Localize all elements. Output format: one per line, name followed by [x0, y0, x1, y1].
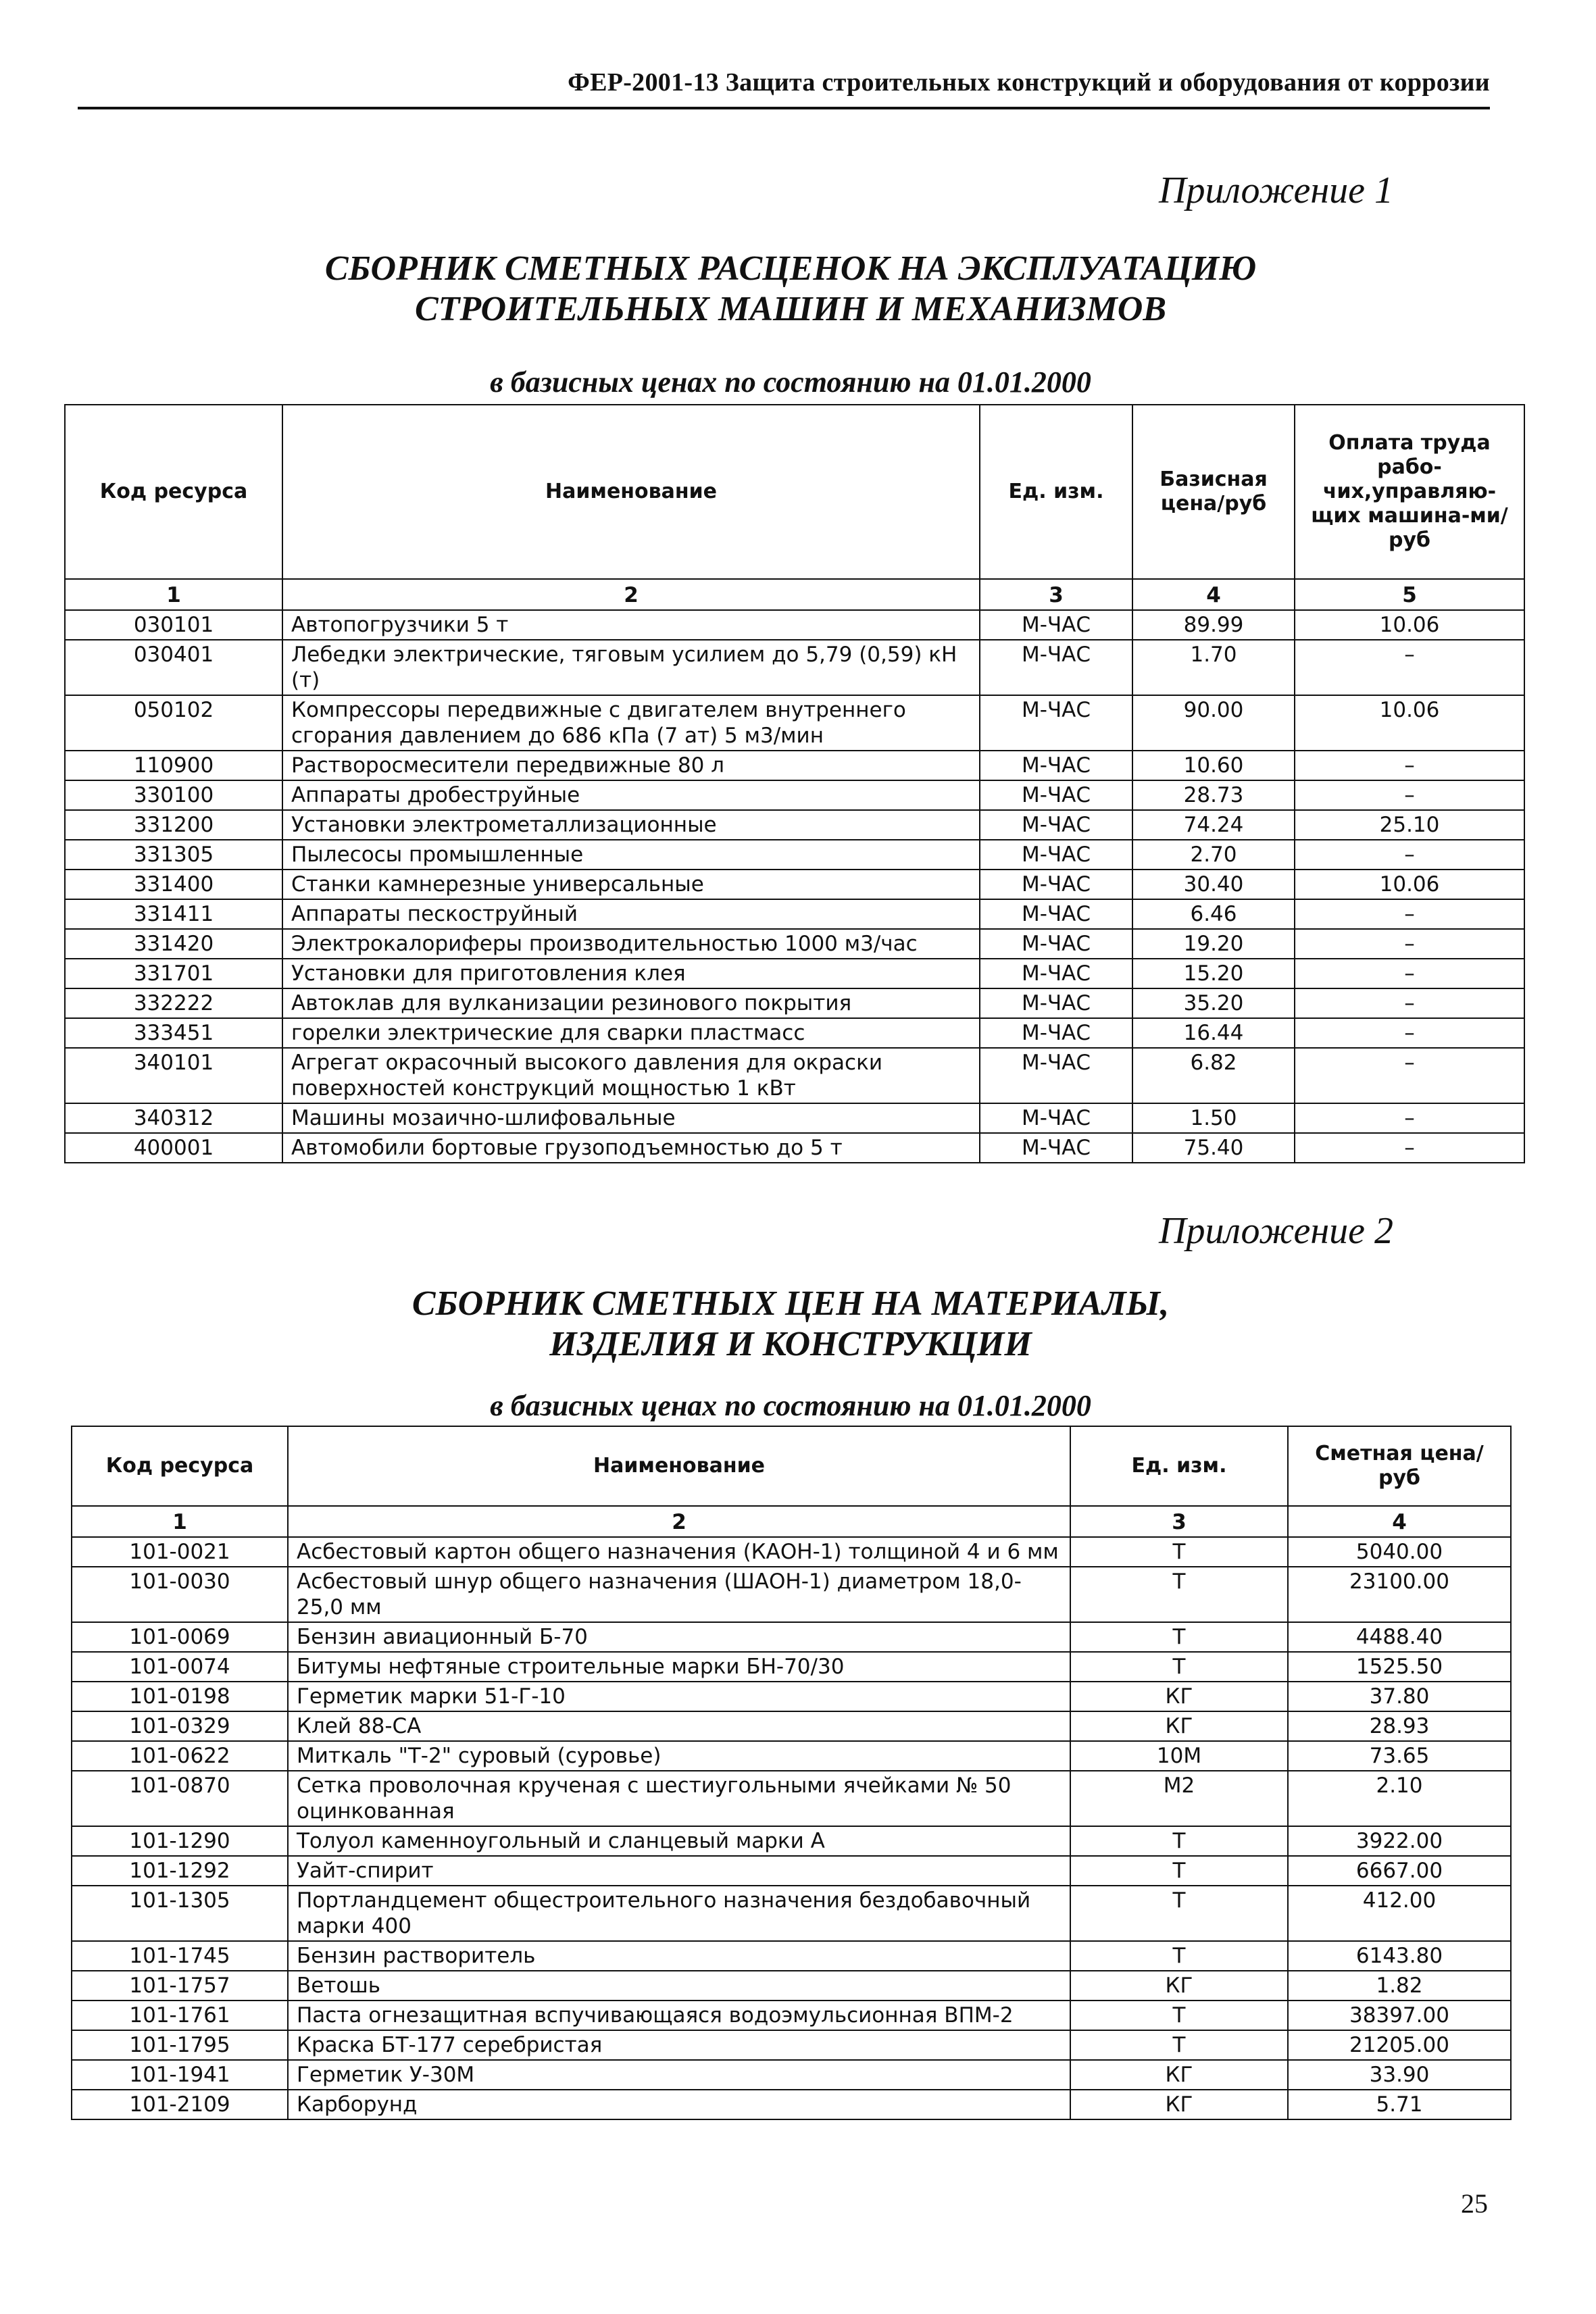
- appendix2-title-line2: ИЗДЕЛИЯ И КОНСТРУКЦИИ: [549, 1325, 1032, 1363]
- table-row: [72, 2030, 1511, 2060]
- estimate-price: 4488.40: [1288, 1622, 1511, 1652]
- estimate-price: 23100.00: [1288, 1567, 1511, 1622]
- resource-unit: КГ: [1070, 2090, 1288, 2119]
- resource-code: 101-0198: [72, 1682, 288, 1711]
- resource-unit: Т: [1070, 1856, 1288, 1886]
- resource-code: 101-0622: [72, 1741, 288, 1771]
- labor-cost: –: [1295, 988, 1524, 1018]
- resource-unit: М-ЧАС: [980, 810, 1132, 840]
- appendix2-label: Приложение 2: [1159, 1210, 1393, 1252]
- resource-code: 331305: [65, 840, 282, 870]
- resource-name: Толуол каменноугольный и сланцевый марки А: [288, 1826, 1070, 1856]
- resource-name: Лебедки электрические, тяговым усилием до 5,79 (0,59) кН (т): [282, 640, 980, 695]
- resource-code: 101-0329: [72, 1711, 288, 1741]
- resource-unit: Т: [1070, 1941, 1288, 1971]
- resource-unit: М-ЧАС: [980, 1133, 1132, 1163]
- resource-name: Бензин растворитель: [288, 1941, 1070, 1971]
- estimate-price: 5.71: [1288, 2090, 1511, 2119]
- labor-cost: –: [1295, 640, 1524, 695]
- table-row: [65, 988, 1524, 1018]
- base-price: 19.20: [1132, 929, 1295, 959]
- resource-unit: М-ЧАС: [980, 1018, 1132, 1048]
- resource-code: 331411: [65, 899, 282, 929]
- resource-name: Клей 88-СА: [288, 1711, 1070, 1741]
- estimate-price: 2.10: [1288, 1771, 1511, 1826]
- labor-cost: –: [1295, 1103, 1524, 1133]
- estimate-price: 21205.00: [1288, 2030, 1511, 2060]
- estimate-price: 1525.50: [1288, 1652, 1511, 1682]
- table-row: [65, 780, 1524, 810]
- table-row: [72, 1886, 1511, 1941]
- resource-name: Карборунд: [288, 2090, 1070, 2119]
- base-price: 10.60: [1132, 751, 1295, 780]
- resource-code: 340312: [65, 1103, 282, 1133]
- resource-unit: КГ: [1070, 1682, 1288, 1711]
- base-price: 15.20: [1132, 959, 1295, 988]
- resource-unit: М-ЧАС: [980, 929, 1132, 959]
- labor-cost: 10.06: [1295, 610, 1524, 640]
- resource-code: 030401: [65, 640, 282, 695]
- resource-unit: М-ЧАС: [980, 959, 1132, 988]
- table-row: [72, 1682, 1511, 1711]
- table-row: [65, 1048, 1524, 1103]
- resource-name: Асбестовый картон общего назначения (КАОН-1) толщиной 4 и 6 мм: [288, 1537, 1070, 1567]
- appendix2-prices-as-of: в базисных ценах по состоянию на 01.01.2000: [490, 1389, 1091, 1422]
- col-header-code: Код ресурса: [72, 1426, 288, 1506]
- estimate-price: 3922.00: [1288, 1826, 1511, 1856]
- labor-cost: –: [1295, 840, 1524, 870]
- resource-unit: М-ЧАС: [980, 899, 1132, 929]
- resource-code: 101-0870: [72, 1771, 288, 1826]
- resource-unit: М-ЧАС: [980, 610, 1132, 640]
- col-header-code: Код ресурса: [65, 405, 282, 579]
- resource-code: 340101: [65, 1048, 282, 1103]
- resource-code: 101-1305: [72, 1886, 288, 1941]
- appendix1-title-line1: СБОРНИК СМЕТНЫХ РАСЦЕНОК НА ЭКСПЛУАТАЦИЮ: [324, 249, 1257, 288]
- machines-table: [64, 404, 1525, 1163]
- column-number-row: [65, 579, 1524, 610]
- table-row: [72, 1826, 1511, 1856]
- resource-name: Установки для приготовления клея: [282, 959, 980, 988]
- table-row: [65, 840, 1524, 870]
- resource-unit: М-ЧАС: [980, 751, 1132, 780]
- resource-name: Электрокалориферы производительностью 1000 м3/час: [282, 929, 980, 959]
- resource-code: 110900: [65, 751, 282, 780]
- base-price: 2.70: [1132, 840, 1295, 870]
- resource-unit: КГ: [1070, 1971, 1288, 2001]
- base-price: 89.99: [1132, 610, 1295, 640]
- resource-code: 101-0030: [72, 1567, 288, 1622]
- labor-cost: –: [1295, 929, 1524, 959]
- resource-code: 101-2109: [72, 2090, 288, 2119]
- resource-name: Паста огнезащитная вспучивающаяся водоэмульсионная ВПМ-2: [288, 2001, 1070, 2030]
- table-row: [72, 2001, 1511, 2030]
- column-number: 1: [65, 579, 282, 610]
- resource-code: 101-1761: [72, 2001, 288, 2030]
- resource-code: 101-0021: [72, 1537, 288, 1567]
- resource-code: 331701: [65, 959, 282, 988]
- table-row: [65, 1103, 1524, 1133]
- estimate-price: 5040.00: [1288, 1537, 1511, 1567]
- resource-name: Растворосмесители передвижные 80 л: [282, 751, 980, 780]
- base-price: 6.82: [1132, 1048, 1295, 1103]
- resource-code: 331400: [65, 870, 282, 899]
- column-number: 4: [1132, 579, 1295, 610]
- labor-cost: 10.06: [1295, 870, 1524, 899]
- appendix2-title: [176, 1284, 1405, 1365]
- resource-name: Установки электрометаллизационные: [282, 810, 980, 840]
- estimate-price: 37.80: [1288, 1682, 1511, 1711]
- resource-name: Станки камнерезные универсальные: [282, 870, 980, 899]
- appendix1-prices-as-of: в базисных ценах по состоянию на 01.01.2000: [490, 366, 1091, 399]
- col-header-unit: Ед. изм.: [980, 405, 1132, 579]
- table-row: [65, 751, 1524, 780]
- materials-table: [71, 1426, 1512, 2120]
- column-number: 3: [980, 579, 1132, 610]
- estimate-price: 73.65: [1288, 1741, 1511, 1771]
- table-row: [72, 1741, 1511, 1771]
- table-row: [72, 1537, 1511, 1567]
- base-price: 28.73: [1132, 780, 1295, 810]
- resource-unit: Т: [1070, 2030, 1288, 2060]
- table-row: [72, 1622, 1511, 1652]
- labor-cost: 25.10: [1295, 810, 1524, 840]
- table-row: [65, 610, 1524, 640]
- resource-name: Машины мозаично-шлифовальные: [282, 1103, 980, 1133]
- resource-unit: М-ЧАС: [980, 640, 1132, 695]
- materials-table-header: [72, 1426, 1511, 1506]
- table-row: [65, 695, 1524, 751]
- estimate-price: 6667.00: [1288, 1856, 1511, 1886]
- running-header: ФЕР-2001-13 Защита строительных конструкций и оборудования от коррозии: [568, 68, 1490, 97]
- resource-name: Миткаль "Т-2" суровый (суровье): [288, 1741, 1070, 1771]
- resource-code: 030101: [65, 610, 282, 640]
- table-row: [72, 1971, 1511, 2001]
- resource-unit: М2: [1070, 1771, 1288, 1826]
- header-rule: [78, 107, 1490, 109]
- col-header-name: Наименование: [282, 405, 980, 579]
- table-row: [72, 1711, 1511, 1741]
- resource-code: 101-1941: [72, 2060, 288, 2090]
- resource-name: Уайт-спирит: [288, 1856, 1070, 1886]
- resource-name: Сетка проволочная крученая с шестиугольными ячейками № 50 оцинкованная: [288, 1771, 1070, 1826]
- resource-unit: Т: [1070, 1622, 1288, 1652]
- resource-name: горелки электрические для сварки пластмасс: [282, 1018, 980, 1048]
- table-row: [72, 1567, 1511, 1622]
- table-row: [72, 2090, 1511, 2119]
- column-number: 3: [1070, 1506, 1288, 1537]
- estimate-price: 412.00: [1288, 1886, 1511, 1941]
- resource-code: 330100: [65, 780, 282, 810]
- resource-name: Ветошь: [288, 1971, 1070, 2001]
- resource-name: Краска БТ-177 серебристая: [288, 2030, 1070, 2060]
- resource-name: Автомобили бортовые грузоподъемностью до 5 т: [282, 1133, 980, 1163]
- appendix1-title-line2: СТРОИТЕЛЬНЫХ МАШИН И МЕХАНИЗМОВ: [414, 290, 1167, 328]
- estimate-price: 28.93: [1288, 1711, 1511, 1741]
- estimate-price: 1.82: [1288, 1971, 1511, 2001]
- resource-unit: Т: [1070, 1567, 1288, 1622]
- labor-cost: –: [1295, 780, 1524, 810]
- base-price: 30.40: [1132, 870, 1295, 899]
- resource-code: 101-0069: [72, 1622, 288, 1652]
- machines-table-header: [65, 405, 1524, 579]
- labor-cost: –: [1295, 1018, 1524, 1048]
- resource-unit: М-ЧАС: [980, 840, 1132, 870]
- table-row: [72, 1771, 1511, 1826]
- column-number: 2: [288, 1506, 1070, 1537]
- base-price: 90.00: [1132, 695, 1295, 751]
- appendix2-title-line1: СБОРНИК СМЕТНЫХ ЦЕН НА МАТЕРИАЛЫ,: [412, 1284, 1170, 1323]
- resource-code: 101-1757: [72, 1971, 288, 2001]
- resource-name: Аппараты пескоструйный: [282, 899, 980, 929]
- table-row: [65, 810, 1524, 840]
- resource-code: 101-0074: [72, 1652, 288, 1682]
- resource-unit: М-ЧАС: [980, 780, 1132, 810]
- labor-cost: –: [1295, 899, 1524, 929]
- page-number: 25: [1461, 2188, 1488, 2219]
- labor-cost: 10.06: [1295, 695, 1524, 751]
- labor-cost: –: [1295, 1048, 1524, 1103]
- resource-code: 331200: [65, 810, 282, 840]
- table-row: [72, 1941, 1511, 1971]
- table-row: [65, 1018, 1524, 1048]
- resource-unit: М-ЧАС: [980, 1103, 1132, 1133]
- resource-unit: М-ЧАС: [980, 695, 1132, 751]
- table-row: [72, 2060, 1511, 2090]
- base-price: 16.44: [1132, 1018, 1295, 1048]
- base-price: 75.40: [1132, 1133, 1295, 1163]
- resource-code: 101-1292: [72, 1856, 288, 1886]
- resource-code: 101-1745: [72, 1941, 288, 1971]
- resource-unit: М-ЧАС: [980, 1048, 1132, 1103]
- appendix1-label: Приложение 1: [1159, 170, 1393, 211]
- appendix1-title: [176, 249, 1405, 330]
- resource-unit: КГ: [1070, 2060, 1288, 2090]
- col-header-name: Наименование: [288, 1426, 1070, 1506]
- column-number: 1: [72, 1506, 288, 1537]
- table-row: [65, 959, 1524, 988]
- resource-name: Аппараты дробеструйные: [282, 780, 980, 810]
- resource-unit: Т: [1070, 1652, 1288, 1682]
- base-price: 1.70: [1132, 640, 1295, 695]
- resource-name: Портландцемент общестроительного назначения бездобавочный марки 400: [288, 1886, 1070, 1941]
- column-number: 2: [282, 579, 980, 610]
- resource-code: 101-1290: [72, 1826, 288, 1856]
- table-row: [65, 899, 1524, 929]
- resource-code: 332222: [65, 988, 282, 1018]
- resource-name: Битумы нефтяные строительные марки БН-70/30: [288, 1652, 1070, 1682]
- estimate-price: 6143.80: [1288, 1941, 1511, 1971]
- col-header-price: Сметная цена/руб: [1288, 1426, 1511, 1506]
- resource-unit: Т: [1070, 2001, 1288, 2030]
- resource-code: 331420: [65, 929, 282, 959]
- column-number-row: [72, 1506, 1511, 1537]
- base-price: 1.50: [1132, 1103, 1295, 1133]
- estimate-price: 33.90: [1288, 2060, 1511, 2090]
- resource-name: Асбестовый шнур общего назначения (ШАОН-1) диаметром 18,0-25,0 мм: [288, 1567, 1070, 1622]
- resource-unit: Т: [1070, 1537, 1288, 1567]
- resource-name: Герметик марки 51-Г-10: [288, 1682, 1070, 1711]
- col-header-labor: Оплата труда рабо-чих,управляю-щих машина-ми/руб: [1295, 405, 1524, 579]
- base-price: 35.20: [1132, 988, 1295, 1018]
- resource-name: Герметик У-30М: [288, 2060, 1070, 2090]
- table-row: [65, 929, 1524, 959]
- resource-name: Автоклав для вулканизации резинового покрытия: [282, 988, 980, 1018]
- table-row: [65, 1133, 1524, 1163]
- labor-cost: –: [1295, 959, 1524, 988]
- estimate-price: 38397.00: [1288, 2001, 1511, 2030]
- labor-cost: –: [1295, 1133, 1524, 1163]
- resource-name: Бензин авиационный Б-70: [288, 1622, 1070, 1652]
- column-number: 5: [1295, 579, 1524, 610]
- resource-unit: М-ЧАС: [980, 870, 1132, 899]
- table-row: [65, 640, 1524, 695]
- table-row: [72, 1856, 1511, 1886]
- resource-code: 333451: [65, 1018, 282, 1048]
- resource-name: Агрегат окрасочный высокого давления для окраски поверхностей конструкций мощностью 1 кВт: [282, 1048, 980, 1103]
- table-row: [72, 1652, 1511, 1682]
- resource-unit: М-ЧАС: [980, 988, 1132, 1018]
- table-row: [65, 870, 1524, 899]
- base-price: 74.24: [1132, 810, 1295, 840]
- column-number: 4: [1288, 1506, 1511, 1537]
- resource-unit: КГ: [1070, 1711, 1288, 1741]
- base-price: 6.46: [1132, 899, 1295, 929]
- resource-code: 400001: [65, 1133, 282, 1163]
- col-header-price: Базисная цена/руб: [1132, 405, 1295, 579]
- resource-unit: 10М: [1070, 1741, 1288, 1771]
- resource-code: 050102: [65, 695, 282, 751]
- col-header-unit: Ед. изм.: [1070, 1426, 1288, 1506]
- resource-name: Пылесосы промышленные: [282, 840, 980, 870]
- resource-name: Компрессоры передвижные с двигателем внутреннего сгорания давлением до 686 кПа (7 ат) 5 м3/мин: [282, 695, 980, 751]
- resource-unit: Т: [1070, 1886, 1288, 1941]
- resource-unit: Т: [1070, 1826, 1288, 1856]
- labor-cost: –: [1295, 751, 1524, 780]
- resource-code: 101-1795: [72, 2030, 288, 2060]
- resource-name: Автопогрузчики 5 т: [282, 610, 980, 640]
